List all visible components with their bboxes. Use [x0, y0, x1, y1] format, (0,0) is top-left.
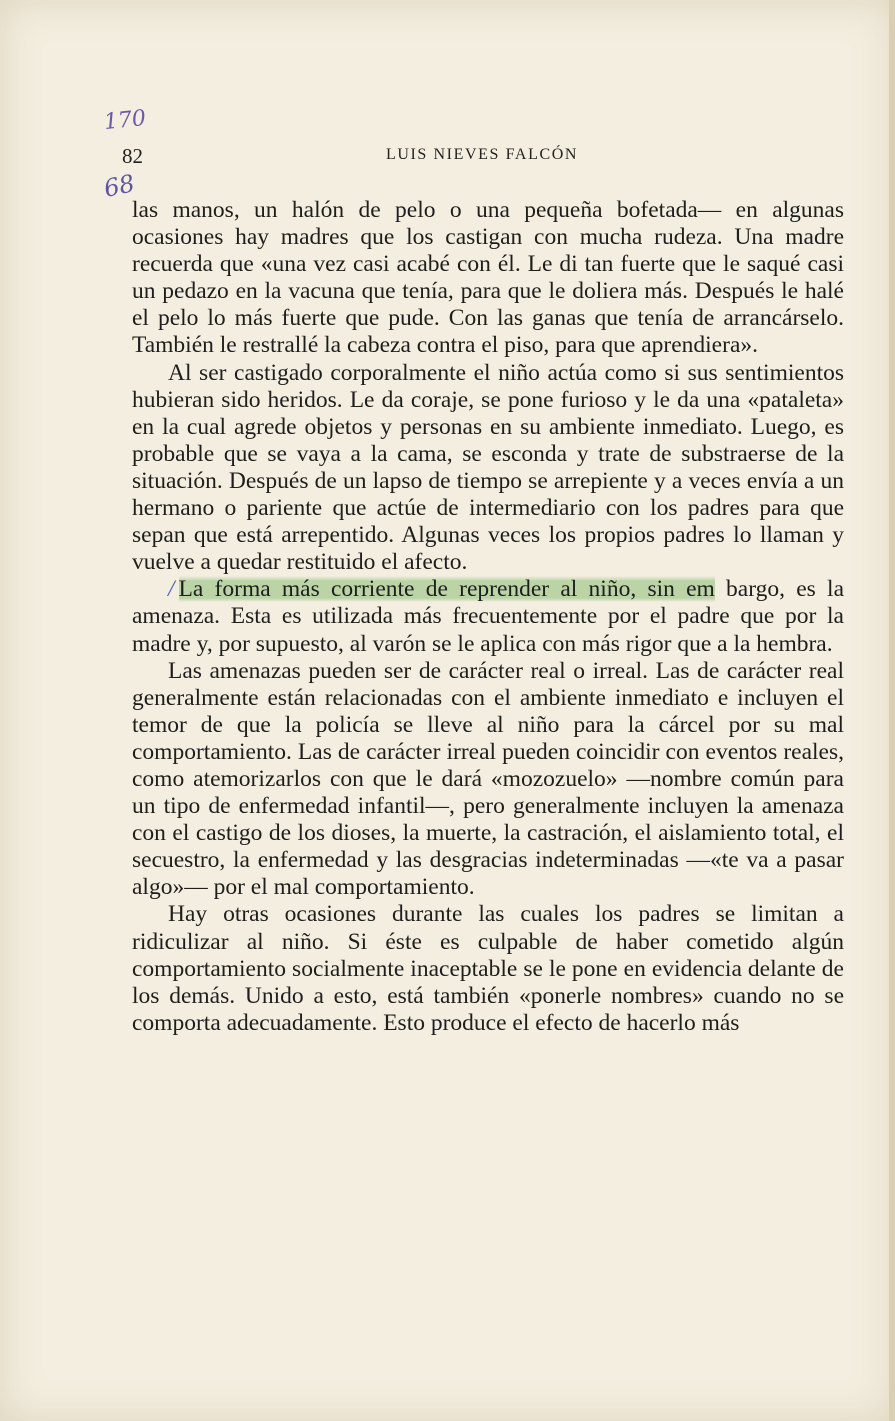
paragraph-3: [132, 576, 844, 657]
handwritten-note-top: 170: [102, 105, 148, 136]
body-text: [132, 197, 844, 1037]
highlighted-sentence: La forma más corriente de reprender al niño, sin em: [178, 576, 715, 603]
margin-check-mark: /: [168, 576, 175, 603]
page-edge: [889, 0, 895, 1421]
running-head: LUIS NIEVES FALCÓN: [385, 146, 579, 163]
paragraph-4: Las amenazas pueden ser de carácter real o irreal. Las de carácter real generalmente están relacionadas con el ambiente inmediato e incluyen el temor de que la policía se lleve al niño para la cárcel por su mal comportamiento. Las de carácter irreal pueden coincidir con eventos reales, como atemorizarlos con que le dará «mozozuelo» —nombre común para un tipo de enfermedad infantil—, pero generalmente incluyen la amenaza con el castigo de los dioses, la muerte, la castración, el aislamiento total, el secuestro, la enfermedad y las desgracias indeterminadas —«te va a pasar algo»— por el mal comportamiento.: [132, 657, 844, 901]
handwritten-note-side: 68: [101, 169, 138, 203]
page-number: 82: [122, 144, 143, 168]
paragraph-3-rest: bargo, es la amenaza. Esta es utilizada más frecuentemente por el padre que por la madre y, por supuesto, al varón se le aplica con más rigor que a la hembra.: [132, 576, 844, 657]
paragraph-2: Al ser castigado corporalmente el niño actúa como si sus sentimientos hubieran sido heridos. Le da coraje, se pone furioso y le da una «pataleta» en la cual agrede objetos y personas en su ambiente inmediato. Luego, es probable que se vaya a la cama, se esconda y trate de substraerse de la situación. Después de un lapso de tiempo se arrepiente y a veces envía a un hermano o pariente que actúe de intermediario con los padres para que sepan que está arrepentido. Algunas veces los propios padres lo llaman y vuelve a quedar restituido el afecto.: [132, 359, 844, 576]
paragraph-1: las manos, un halón de pelo o una pequeña bofetada— en algunas ocasiones hay madres que los castigan con mucha rudeza. Una madre recuerda que «una vez casi acabé con él. Le di tan fuerte que le saqué casi un pedazo en la vacuna que tenía, para que le doliera más. Después le halé el pelo lo más fuerte que pude. Con las ganas que tenía de arrancárselo. También le restrallé la cabeza contra el piso, para que aprendiera».: [132, 197, 844, 359]
paragraph-5: Hay otras ocasiones durante las cuales los padres se limitan a ridiculizar al niño. Si éste es culpable de haber cometido algún comportamiento socialmente inaceptable se le pone en evidencia delante de los demás. Unido a esto, está también «ponerle nombres» cuando no se comporta adecuadamente. Esto produce el efecto de hacerlo más: [132, 901, 844, 1036]
